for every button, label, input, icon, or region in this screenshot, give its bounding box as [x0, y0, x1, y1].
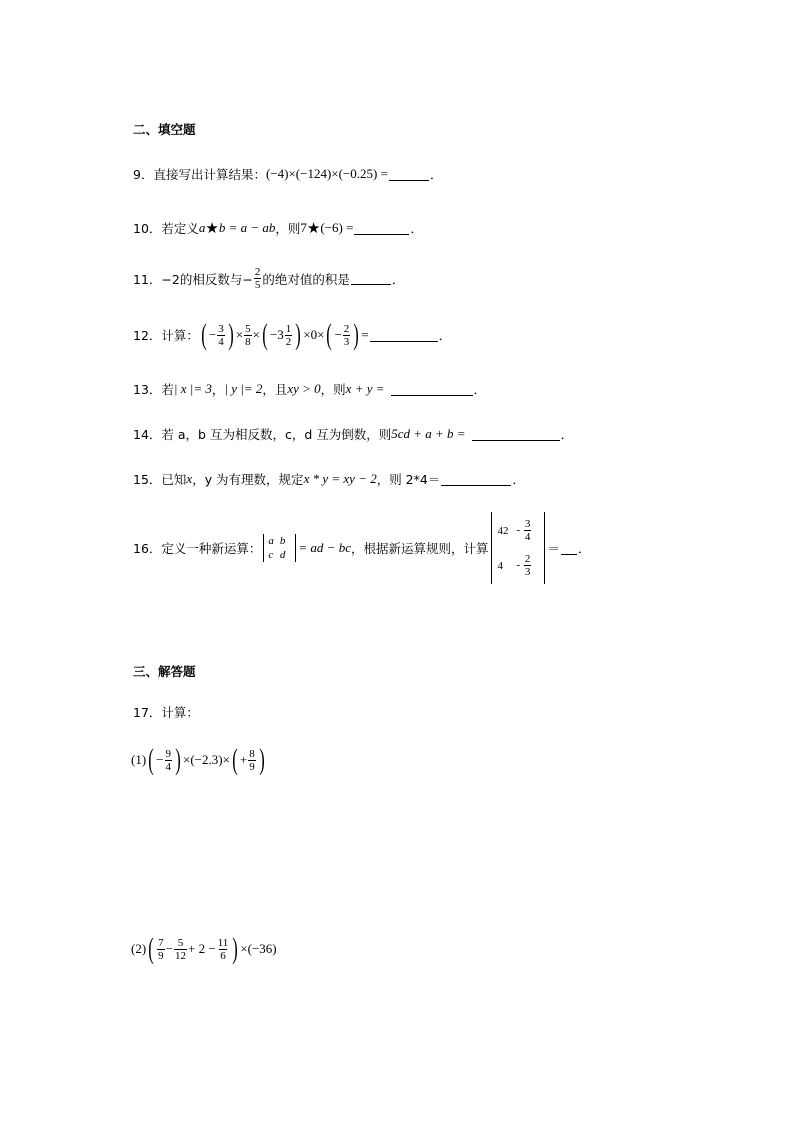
period: ．	[473, 382, 487, 397]
denominator: 9	[158, 949, 164, 962]
math-expression: 5cd + a + b =	[391, 426, 466, 441]
question-text: 9．直接写出计算结果：	[133, 167, 266, 182]
denominator: 4	[218, 335, 224, 348]
denominator: 3	[524, 566, 531, 578]
math-expression: b = a − ab	[218, 220, 276, 235]
denominator: 4	[524, 531, 531, 543]
left-paren: (	[148, 743, 154, 776]
right-paren: )	[228, 318, 234, 351]
question-text: ，	[211, 382, 225, 397]
period: ．	[410, 221, 423, 236]
question-11	[133, 266, 404, 291]
answer-blank[interactable]	[561, 542, 577, 555]
right-paren: )	[353, 318, 360, 351]
denominator: 5	[254, 279, 261, 291]
fraction	[165, 748, 173, 773]
question-13	[133, 380, 486, 398]
right-paren: )	[232, 932, 239, 965]
minus-sign: −	[334, 327, 342, 342]
question-text: 13．若	[133, 382, 174, 397]
period: ．	[391, 271, 405, 287]
part-label: (1)	[131, 752, 147, 767]
minus-sign: -	[516, 524, 521, 537]
denominator: 8	[245, 335, 251, 348]
answer-blank[interactable]	[354, 222, 409, 235]
matrix-entry: 42	[497, 524, 509, 537]
denominator: 4	[165, 760, 172, 773]
period: ．	[438, 328, 452, 343]
numerator: 9	[165, 747, 172, 760]
denominator: 12	[175, 949, 187, 962]
left-paren: (	[148, 932, 154, 965]
equals-sign: =	[361, 327, 369, 342]
answer-blank[interactable]	[389, 168, 429, 181]
fraction	[285, 323, 293, 348]
left-paren: (	[201, 318, 207, 351]
math-expression: ×(−36)	[240, 941, 277, 956]
minus-sign: −	[156, 752, 164, 767]
question-10	[133, 219, 423, 237]
numerator: 8	[249, 747, 255, 760]
numerator: 3	[218, 322, 224, 335]
question-text: 12．计算：	[133, 328, 199, 343]
fraction	[157, 937, 165, 962]
question-17-title	[133, 703, 199, 721]
math-expression: + 2 −	[188, 941, 216, 956]
section-title: 二、填空题	[133, 122, 196, 137]
equals-sign: ＝	[547, 541, 560, 556]
part-label: (2)	[131, 941, 147, 956]
answer-blank[interactable]	[441, 473, 511, 486]
fraction	[248, 748, 256, 773]
question-text: ，根据新运算规则，计算	[350, 541, 489, 556]
denominator: 6	[220, 949, 226, 962]
period: ．	[560, 427, 574, 442]
section-title: 三、解答题	[133, 664, 196, 679]
determinant-definition	[263, 534, 296, 562]
left-paren: (	[232, 743, 238, 776]
question-17-part-2	[131, 934, 277, 964]
left-paren: (	[326, 318, 333, 351]
question-text: 15．已知	[133, 472, 187, 487]
numerator: 2	[343, 322, 350, 335]
matrix-entry	[517, 514, 539, 547]
numerator: 1	[285, 322, 292, 335]
math-expression: x + y =	[345, 381, 385, 396]
answer-blank[interactable]	[370, 329, 438, 342]
question-text: 11．−2的相反数与−	[133, 271, 253, 287]
question-text: ，则	[275, 221, 301, 236]
question-text: ，则 2*4＝	[376, 472, 441, 487]
denominator: 3	[343, 335, 350, 348]
question-15	[133, 470, 525, 488]
math-expression: ×(−2.3)×	[183, 752, 230, 767]
plus-sign: +	[239, 752, 248, 767]
period: ．	[577, 541, 591, 556]
question-16	[133, 512, 590, 584]
minus-sign: −	[208, 327, 217, 342]
question-text: 14．若 a，b 互为相反数，c，d 互为倒数，则	[133, 427, 392, 442]
numerator: 7	[158, 936, 164, 949]
fraction	[254, 266, 262, 291]
answer-blank[interactable]	[472, 428, 560, 441]
matrix-entry: c	[268, 549, 274, 561]
question-text: ，且	[262, 382, 288, 397]
matrix-entry: 4	[497, 559, 503, 572]
math-number: −3	[269, 327, 284, 342]
minus-sign: -	[516, 559, 521, 572]
fraction	[217, 323, 225, 348]
fraction	[244, 323, 252, 348]
times-sign: ×	[235, 327, 244, 342]
star-icon: ★	[205, 219, 219, 237]
denominator: 2	[285, 335, 292, 348]
numerator: 11	[217, 936, 229, 949]
matrix-entry: d	[279, 549, 286, 561]
right-paren: )	[175, 743, 181, 776]
math-var: a	[198, 220, 206, 235]
numerator: 3	[524, 518, 531, 530]
period: ．	[512, 472, 525, 487]
times-sign: ×	[252, 327, 260, 342]
minus-sign: −	[165, 941, 174, 956]
question-text: 10．若定义	[133, 221, 199, 236]
question-text: ，y 为有理数，规定	[192, 472, 304, 487]
math-expression: (−4)×(−124)×(−0.25) =	[265, 166, 388, 181]
question-12	[133, 320, 451, 350]
math-expression: = ad − bc	[298, 540, 351, 555]
answer-blank[interactable]	[351, 272, 391, 285]
math-number: 7	[300, 220, 307, 235]
right-paren: )	[295, 318, 302, 351]
math-expression: | y |= 2	[224, 381, 263, 396]
math-expression: ×0×	[303, 327, 325, 342]
math-expression: | x |= 3	[173, 381, 212, 396]
question-text: ，则	[320, 382, 346, 397]
math-expression: xy > 0	[287, 381, 321, 396]
left-paren: (	[262, 318, 268, 351]
math-expression: (−6) =	[320, 220, 354, 235]
fraction	[174, 937, 187, 962]
question-text: 17．计算：	[133, 705, 199, 720]
answer-blank[interactable]	[391, 383, 473, 396]
numerator: 2	[254, 266, 261, 278]
question-14	[133, 425, 573, 443]
star-icon: ★	[306, 219, 321, 237]
right-paren: )	[259, 743, 265, 776]
matrix-entry: b	[279, 535, 286, 547]
denominator: 9	[249, 760, 255, 773]
question-9	[133, 165, 442, 183]
numerator: 5	[177, 936, 184, 949]
numerator: 2	[524, 553, 531, 565]
question-text: 的绝对值的积是	[262, 271, 350, 287]
section-heading-solve	[133, 662, 196, 680]
section-heading-fill-blank	[133, 120, 196, 138]
math-var: x	[186, 471, 193, 486]
fraction	[343, 323, 351, 348]
question-17-part-1	[131, 745, 267, 775]
matrix-entry	[517, 549, 539, 582]
question-text: 16．定义一种新运算：	[133, 541, 262, 556]
numerator: 5	[245, 322, 251, 335]
matrix-entry: a	[268, 535, 274, 547]
fraction	[524, 553, 532, 578]
fraction	[217, 937, 230, 962]
determinant-compute	[491, 512, 546, 584]
fraction	[524, 518, 532, 543]
period: ．	[429, 167, 443, 182]
math-expression: x * y = xy − 2	[303, 471, 377, 486]
